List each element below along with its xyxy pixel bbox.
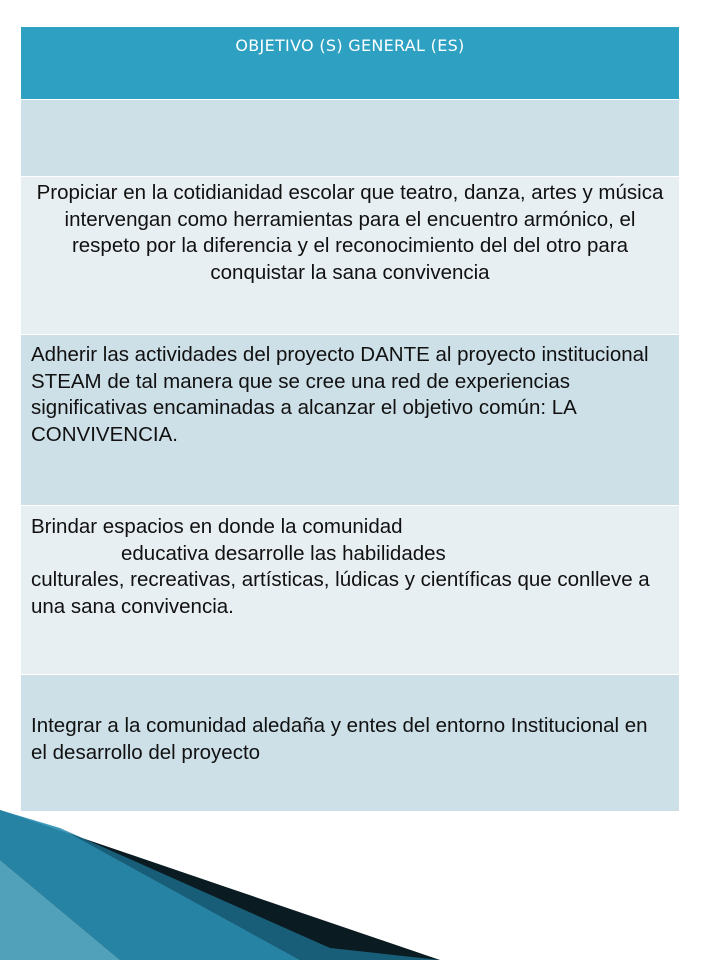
table-header-title: OBJETIVO (S) GENERAL (ES) [235, 36, 465, 55]
decorative-corner-shape [0, 800, 440, 960]
objective-text-3-line3: culturales, recreativas, artísticas, lúdicas y científicas que conlleve a una sana convivencia. [31, 568, 650, 618]
objective-text-2: Adherir las actividades del proyecto DANTE al proyecto institucional STEAM de tal manera que se cree una red de experiencias significativas encaminadas a alcanzar el objetivo común: LA CONVIVENCIA. [31, 343, 649, 446]
empty-row [21, 100, 680, 177]
objective-row-3 [21, 506, 680, 675]
objective-text-3-line2: educativa desarrolle las habilidades [121, 541, 446, 565]
objectives-table [20, 26, 680, 812]
objective-text-1: Propiciar en la cotidianidad escolar que teatro, danza, artes y música intervengan como herramientas para el encuentro armónico, el respeto por la diferencia y el reconocimiento del del otro para conquistar la sana convivencia [36, 181, 664, 284]
objective-row-2 [21, 335, 680, 506]
objective-text-3-line1: Brindar espacios en donde la comunidad [31, 515, 403, 538]
table-header-cell [21, 27, 680, 100]
objective-row-4 [21, 675, 680, 812]
objective-text-4: Integrar a la comunidad aledaña y entes del entorno Institucional en el desarrollo del proyecto [31, 714, 648, 764]
objective-row-1 [21, 177, 680, 335]
objective-text-3 [21, 506, 679, 621]
